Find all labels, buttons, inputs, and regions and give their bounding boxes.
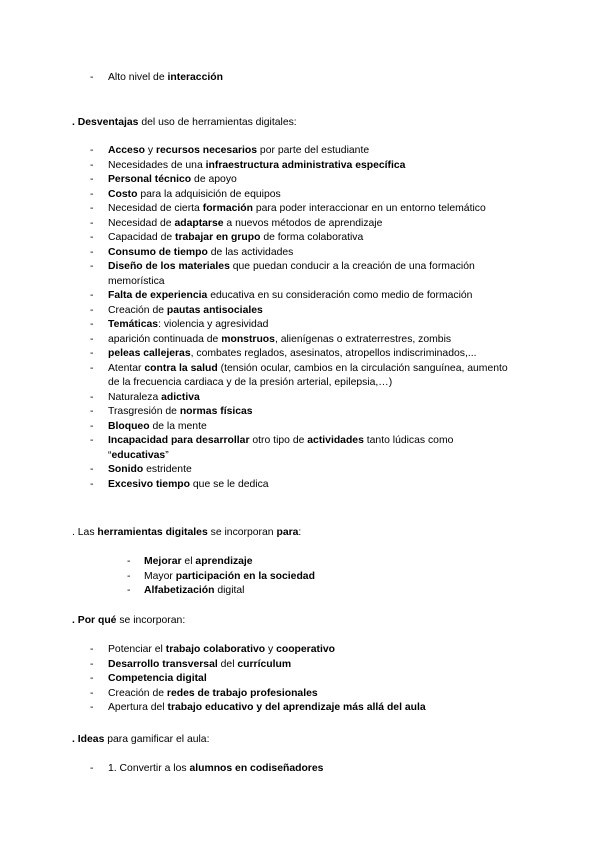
text: para poder interaccionar en un entorno telemático: [252, 203, 486, 214]
bold-text: actividades: [307, 435, 364, 446]
list-item: [0, 434, 600, 463]
text: de forma colaborativa: [260, 232, 364, 243]
list-porque: [0, 643, 600, 716]
list-item: [0, 658, 600, 673]
list-item: [0, 71, 600, 86]
bold-text: Diseño de los materiales: [108, 261, 230, 272]
dash-bullet: -: [90, 763, 94, 774]
list-item: [0, 405, 600, 420]
text: para gamificar el aula:: [104, 734, 210, 745]
list-item: [0, 391, 600, 406]
dash-bullet: -: [90, 420, 94, 432]
dash-bullet: -: [90, 435, 94, 446]
list-item: [0, 584, 600, 599]
list-item: [0, 260, 600, 289]
bold-text: participación en la sociedad: [175, 570, 315, 582]
text: de apoyo: [191, 174, 237, 185]
bold-text: normas físicas: [179, 406, 253, 417]
bold-text: adictiva: [161, 391, 200, 403]
list-item: [0, 687, 600, 702]
bold-text: Sonido: [108, 464, 144, 475]
text: el: [181, 556, 196, 567]
list-item: [0, 188, 600, 203]
dash-bullet: -: [90, 232, 94, 243]
bold-text: Personal técnico: [108, 174, 192, 185]
list-item: [0, 289, 600, 304]
text: a nuevos métodos de aprendizaje: [223, 217, 383, 229]
text: Mayor: [144, 570, 176, 582]
dash-bullet: -: [90, 217, 94, 229]
text: de las actividades: [207, 246, 294, 258]
bold-text: Consumo de tiempo: [108, 246, 208, 258]
bold-text: Acceso: [108, 145, 145, 156]
bold-text: redes de trabajo profesionales: [166, 687, 318, 699]
text: y: [144, 145, 156, 156]
text: Necesidad de cierta: [108, 203, 203, 214]
dash-bullet: -: [90, 203, 94, 214]
list-item: [0, 555, 600, 570]
text: Creación de: [108, 687, 167, 699]
text: Alto nivel de: [108, 72, 168, 83]
text: , combates reglados, asesinatos, atropellos indiscriminados,...: [190, 348, 477, 359]
list-item: [0, 362, 600, 391]
bold-text: adaptarse: [174, 217, 224, 229]
text: ”: [165, 449, 169, 461]
bold-text: . Por qué: [72, 615, 117, 626]
text: educativa en su consideración como medio de formación: [207, 290, 473, 301]
section-heading-incorporan: [72, 526, 301, 541]
text: otro tipo de: [249, 435, 308, 446]
list-item: [0, 159, 600, 174]
dash-list: [0, 144, 600, 492]
text: se incorporan:: [116, 615, 186, 626]
bold-text: Desarrollo transversal: [108, 658, 218, 670]
list-incorporan: [0, 555, 600, 599]
dash-bullet: -: [90, 673, 94, 684]
dash-bullet: -: [90, 304, 94, 316]
list-item: [0, 246, 600, 261]
bold-text: Falta de experiencia: [108, 290, 208, 301]
text: Potenciar el: [108, 644, 166, 655]
dash-list: [0, 555, 600, 599]
bold-text: educativas: [111, 449, 166, 461]
text: Atentar: [108, 362, 145, 374]
text: para la adquisición de equipos: [137, 188, 281, 200]
list-continued: [0, 71, 600, 86]
bold-text: contra la salud: [144, 362, 218, 374]
dash-bullet: -: [90, 348, 94, 359]
list-desventajas: [0, 144, 600, 492]
section-heading-ideas: [72, 733, 209, 748]
bold-text: Bloqueo: [108, 420, 150, 432]
dash-list: [0, 643, 600, 716]
section-heading-desventajas: [72, 116, 297, 131]
dash-bullet: -: [90, 188, 94, 200]
bold-text: cooperativo: [276, 644, 335, 655]
text: aparición continuada de: [108, 333, 222, 345]
text: que se le dedica: [190, 478, 269, 490]
bold-text: peleas callejeras: [108, 348, 191, 359]
dash-bullet: -: [90, 174, 94, 185]
bold-text: trabajar en grupo: [175, 232, 261, 243]
text: tanto lúdicas como “: [108, 435, 454, 461]
text: estridente: [143, 464, 192, 475]
list-item: [0, 333, 600, 348]
dash-bullet: -: [90, 658, 94, 670]
bold-text: alumnos en codiseñadores: [189, 763, 324, 774]
list-item: [0, 762, 600, 777]
bold-text: Mejorar: [144, 556, 182, 567]
bold-text: trabajo educativo y del aprendizaje más allá del aula: [167, 702, 426, 713]
text: Trasgresión de: [108, 406, 180, 417]
bold-text: Costo: [108, 188, 138, 200]
bold-text: currículum: [237, 658, 292, 670]
text: y: [265, 644, 277, 655]
list-item: [0, 173, 600, 188]
bold-text: . Ideas: [72, 734, 105, 745]
bold-text: Incapacidad para desarrollar: [108, 435, 250, 446]
list-item: [0, 318, 600, 333]
bold-text: monstruos: [221, 333, 275, 345]
bold-text: Alfabetización: [144, 585, 215, 596]
text: Necesidad de: [108, 217, 175, 229]
text: del: [217, 658, 238, 670]
dash-bullet: -: [90, 362, 94, 374]
list-item: [0, 202, 600, 217]
dash-bullet: -: [90, 687, 94, 699]
bold-text: interacción: [167, 72, 223, 83]
dash-bullet: -: [90, 333, 94, 345]
dash-bullet: -: [127, 556, 131, 567]
list-item: [0, 463, 600, 478]
list-item: [0, 347, 600, 362]
text: : violencia y agresividad: [158, 319, 269, 330]
dash-bullet: -: [90, 159, 94, 171]
text: , alienígenas o extraterrestres, zombis: [274, 333, 452, 345]
dash-bullet: -: [90, 290, 94, 301]
text: Naturaleza: [108, 391, 162, 403]
bold-text: Competencia digital: [108, 673, 207, 684]
dash-bullet: -: [127, 585, 131, 596]
list-item: [0, 420, 600, 435]
dash-bullet: -: [90, 72, 94, 83]
text: Apertura del: [108, 702, 168, 713]
text: se incorporan: [207, 527, 277, 538]
list-item: [0, 672, 600, 687]
text: Necesidades de una: [108, 159, 206, 171]
bold-text: infraestructura administrativa específica: [205, 159, 406, 171]
bold-text: formación: [202, 203, 253, 214]
list-item: [0, 478, 600, 493]
text: por parte del estudiante: [257, 145, 370, 156]
text: 1. Convertir a los: [108, 763, 190, 774]
bold-text: recursos necesarios: [155, 145, 258, 156]
text: Creación de: [108, 304, 167, 316]
text: . Las: [72, 527, 98, 538]
dash-bullet: -: [90, 391, 94, 403]
dash-bullet: -: [90, 644, 94, 655]
bold-text: trabajo colaborativo: [165, 644, 266, 655]
bold-text: Excesivo tiempo: [108, 478, 191, 490]
dash-list: [0, 762, 600, 777]
list-item: [0, 304, 600, 319]
bold-text: para: [276, 527, 299, 538]
list-item: [0, 217, 600, 232]
dash-bullet: -: [90, 406, 94, 417]
bold-text: herramientas digitales: [97, 527, 208, 538]
bold-text: . Desventajas: [72, 117, 139, 128]
section-heading-porque: [72, 614, 185, 629]
list-item: [0, 231, 600, 246]
dash-bullet: -: [90, 145, 94, 156]
text: (tensión ocular, cambios en la circulación sanguínea, aumento de la frecuencia cardiaca y de la presión arterial, epilepsia,…): [108, 362, 508, 388]
bold-text: Temáticas: [108, 319, 159, 330]
text: Capacidad de: [108, 232, 176, 243]
text: del uso de herramientas digitales:: [138, 117, 297, 128]
list-item: [0, 643, 600, 658]
dash-list: [0, 71, 600, 86]
bold-text: aprendizaje: [195, 556, 253, 567]
dash-bullet: -: [90, 261, 94, 272]
bold-text: pautas antisociales: [166, 304, 263, 316]
dash-bullet: -: [90, 246, 94, 258]
dash-bullet: -: [90, 464, 94, 475]
list-item: [0, 144, 600, 159]
dash-bullet: -: [127, 570, 131, 582]
text: que puedan conducir a la creación de una formación memorística: [108, 261, 475, 287]
text: digital: [214, 585, 245, 596]
dash-bullet: -: [90, 319, 94, 330]
dash-bullet: -: [90, 478, 94, 490]
list-item: [0, 570, 600, 585]
text: de la mente: [149, 420, 207, 432]
list-ideas: [0, 762, 600, 777]
dash-bullet: -: [90, 702, 94, 713]
list-item: [0, 701, 600, 716]
text: :: [298, 527, 302, 538]
